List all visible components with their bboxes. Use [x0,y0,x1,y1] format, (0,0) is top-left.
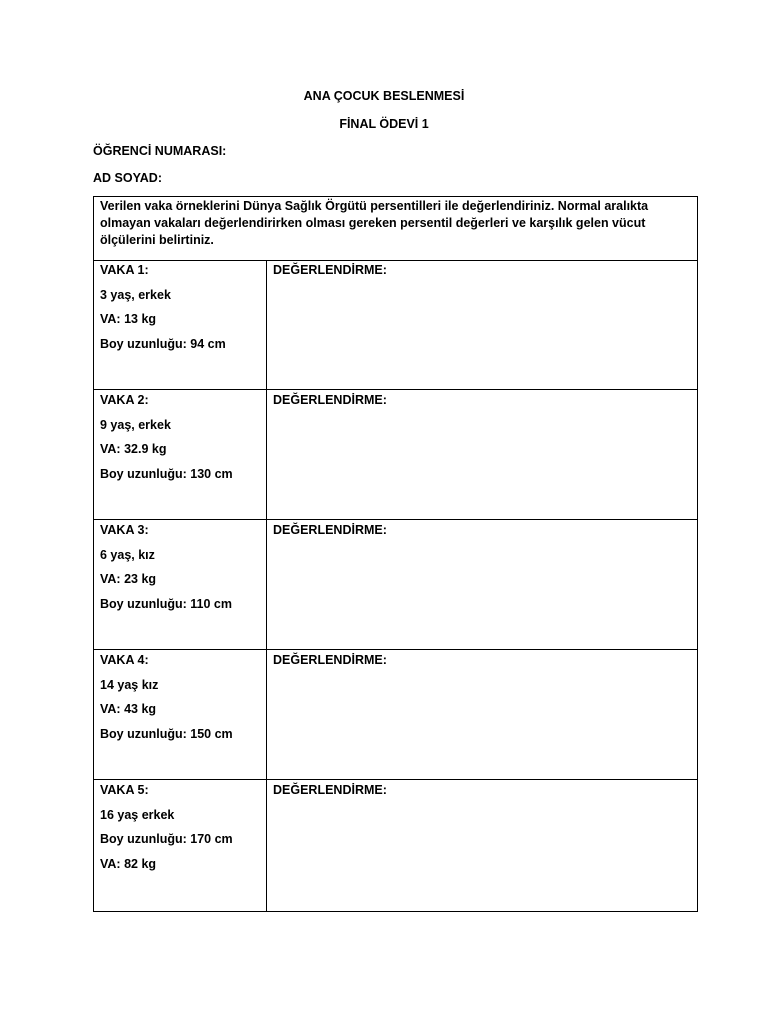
case-label: VAKA 4: [100,653,149,667]
case-info-cell [94,260,267,389]
case-detail: 14 yaş kız [100,677,159,692]
document-title: ANA ÇOCUK BESLENMESİ [303,89,465,103]
case-detail: VA: 13 kg [100,312,157,327]
case-detail: Boy uzunluğu: 94 cm [100,336,226,351]
case-row [94,780,697,911]
assignment-table [93,196,698,912]
case-detail: VA: 23 kg [100,572,157,587]
evaluation-cell[interactable] [267,520,697,649]
case-info-cell [94,390,267,519]
evaluation-cell[interactable] [267,390,697,519]
evaluation-cell[interactable] [267,260,697,389]
evaluation-label: DEĞERLENDİRME: [273,393,387,407]
evaluation-cell[interactable] [267,780,697,911]
document-subtitle: FİNAL ÖDEVİ 1 [339,117,429,131]
evaluation-cell[interactable] [267,650,697,779]
case-detail: Boy uzunluğu: 110 cm [100,596,232,611]
instructions-line: Verilen vaka örneklerini Dünya Sağlık Örgütü persentilleri ile değerlendiriniz. Normal aralıkta [100,199,649,213]
case-detail: Boy uzunluğu: 150 cm [100,726,233,741]
case-label: VAKA 1: [100,263,149,277]
case-detail: Boy uzunluğu: 130 cm [100,466,233,481]
case-detail: VA: 32.9 kg [100,442,167,457]
evaluation-label: DEĞERLENDİRME: [273,263,387,277]
instructions-cell [94,197,697,261]
case-info-cell [94,780,267,911]
case-row [94,260,697,390]
case-info-cell [94,650,267,779]
instructions-line: olmayan vakaları değerlendirirken olması gereken persentil değerleri ve karşılık gelen vücut [100,216,646,230]
evaluation-label: DEĞERLENDİRME: [273,523,387,537]
evaluation-label: DEĞERLENDİRME: [273,653,387,667]
instructions-line: ölçülerini belirtiniz. [100,233,214,247]
name-label: AD SOYAD: [93,171,162,185]
case-row [94,520,697,650]
student-number-label: ÖĞRENCİ NUMARASI: [93,144,227,158]
case-row [94,390,697,520]
case-detail: 16 yaş erkek [100,807,175,822]
case-detail: 3 yaş, erkek [100,287,171,302]
case-detail: 6 yaş, kız [100,547,155,562]
case-label: VAKA 5: [100,783,149,797]
case-info-cell [94,520,267,649]
case-detail: VA: 43 kg [100,702,157,717]
case-detail: 9 yaş, erkek [100,417,171,432]
case-row [94,650,697,780]
case-detail: Boy uzunluğu: 170 cm [100,832,233,847]
case-detail: VA: 82 kg [100,856,157,871]
case-label: VAKA 3: [100,523,149,537]
case-label: VAKA 2: [100,393,149,407]
evaluation-label: DEĞERLENDİRME: [273,783,387,797]
